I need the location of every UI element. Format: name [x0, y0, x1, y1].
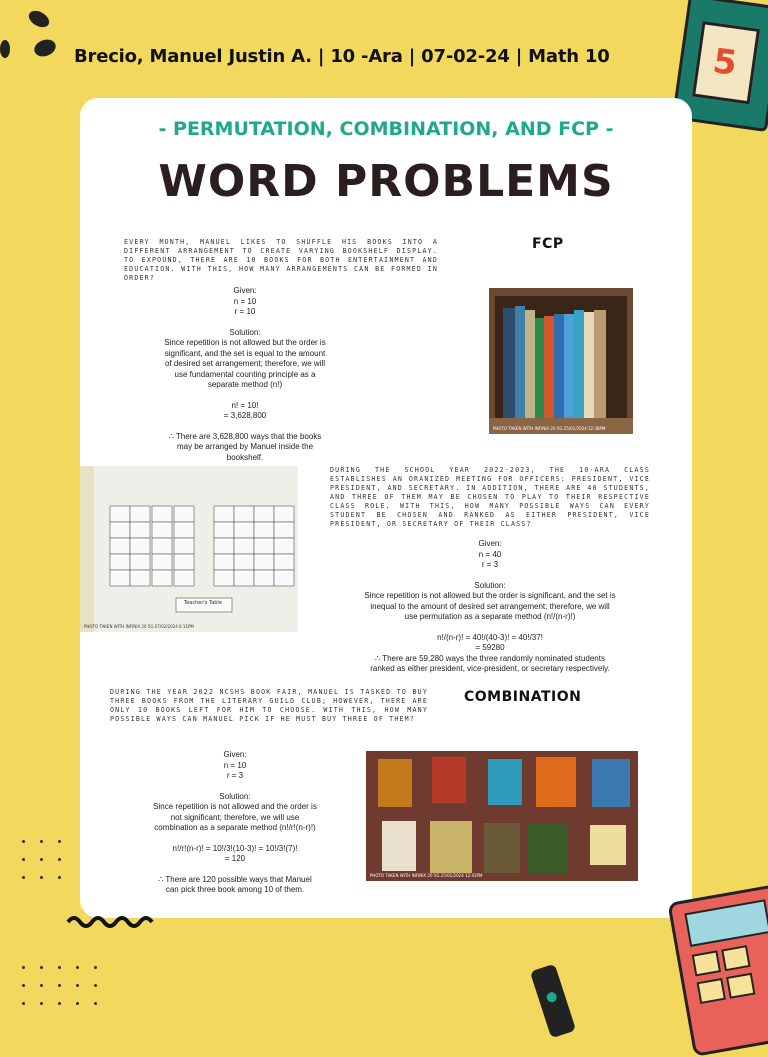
seating-chart-illustration: [80, 466, 298, 632]
given-r: r = 3: [481, 560, 499, 569]
solution-line: not significant; therefore, we will use: [170, 812, 300, 822]
photo-stamp: PHOTO TAKEN WITH INFINIX 20 5G 07/02/2024 6:11PM: [84, 624, 194, 629]
answer-line: bookshelf.: [226, 452, 264, 462]
bookshelf-illustration: [489, 288, 633, 434]
photo-stamp: PHOTO TAKEN WITH INFINIX 20 5G 25/01/2024 12:38PM: [493, 426, 606, 431]
solution-line: use fundamental counting principle as a: [174, 369, 316, 379]
decorative-blob: [0, 40, 10, 58]
work-line: n!/(n-r)! = 40!/(40-3)! = 40!/37!: [437, 632, 543, 642]
work-line: = 120: [224, 854, 246, 863]
decorative-blob: [32, 37, 58, 60]
answer-line: can pick three book among 10 of them.: [165, 885, 305, 894]
page-subtitle: - PERMUTATION, COMBINATION, AND FCP -: [158, 118, 614, 140]
given-label: Given:: [233, 286, 257, 295]
solution-line: Since repetition is not allowed but the order is significant, and the set is: [364, 591, 616, 600]
answer-line: ranked as either president, vice-president, or secretary respectively.: [370, 664, 610, 673]
given-r: r = 10: [234, 307, 256, 316]
card-number: 5: [710, 41, 740, 85]
page-title: WORD PROBLEMS: [158, 156, 614, 207]
answer-line: ∴ There are 59,280 ways the three randomly nominated students: [375, 653, 605, 663]
books-photo: [366, 751, 638, 881]
solution-line: combination as a separate method (n!/r!(n-r)!): [154, 823, 316, 832]
solution-line: inequal to the amount of desired set arrangement; therefore, we will: [370, 601, 610, 611]
squiggle-decoration: [66, 912, 162, 932]
solution-line: Since repetition is not allowed and the order is: [153, 802, 317, 811]
header-student-info: Brecio, Manuel Justin A. | 10 -Ara | 07-02-24 | Math 10: [74, 46, 610, 67]
answer-line: may be arranged by Manuel inside the: [176, 442, 314, 451]
given-n: n = 10: [223, 760, 247, 770]
permutation-solution: [340, 539, 640, 675]
work-line: = 3,628,800: [223, 411, 267, 420]
decorative-blob: [26, 7, 52, 30]
given-label: Given:: [223, 750, 247, 759]
solution-label: Solution:: [229, 327, 261, 337]
teachers-table-caption: Teacher's Table: [184, 600, 222, 606]
pen-illustration: [530, 964, 576, 1039]
given-label: Given:: [478, 539, 502, 548]
solution-line: Since repetition is not allowed but the order is: [164, 338, 326, 347]
seating-chart-photo: [80, 466, 298, 632]
bookshelf-photo: [489, 288, 633, 434]
content-card: [80, 98, 692, 918]
calculator-illustration: [667, 883, 768, 1057]
photo-stamp: PHOTO TAKEN WITH INFINIX 20 5G 25/01/2024 12:41PM: [370, 873, 483, 878]
given-n: n = 40: [478, 549, 502, 559]
work-line: n!/r!(n-r)! = 10!/3!(10-3)! = 10!/3!(7)!: [172, 843, 298, 853]
given-r: r = 3: [226, 771, 244, 780]
combination-problem: DURING THE YEAR 2022 NCSHS BOOK FAIR, MANUEL IS TASKED TO BUY THREE BOOKS FROM THE LITERARY GUILD CLUB; HOWEVER, THERE ARE ONLY 10 BOOKS LEFT FOR HIM TO CHOOSE. WITH THIS, HOW MANY POSSIBLE WAYS CAN MANUEL PICK IF HE MUST BUY THREE OF THEM?: [110, 688, 428, 723]
given-n: n = 10: [233, 296, 257, 306]
answer-line: ∴ There are 3,628,800 ways that the books: [168, 431, 322, 441]
work-line: n! = 10!: [231, 400, 259, 410]
solution-line: of desired set arrangement; therefore, we will: [164, 359, 326, 368]
answer-line: ∴ There are 120 possible ways that Manuel: [158, 874, 312, 884]
solution-line: separate method (n!): [207, 380, 283, 389]
solution-label: Solution:: [474, 580, 506, 590]
solution-line: significant, and the set is equal to the amount: [164, 348, 326, 358]
combination-label: COMBINATION: [464, 689, 582, 705]
books-illustration: [366, 751, 638, 881]
permutation-problem: DURING THE SCHOOL YEAR 2022-2023, THE 10-ARA CLASS ESTABLISHES AN ORANIZED MEETING FOR OFFICERS: PRESIDENT, VICE PRESIDENT, AND SECRETARY. IN ADDITION, THERE ARE 40 STUDENTS, AND THREE OF THEM MAY BE CHOSEN TO PLAY TO THEIR RESPECTIVE CLASS ROLE. WITH THIS, HOW MANY POSSIBLE WAYS CAN EVERY STUDENT BE CHOSEN AND RANKED AS EITHER PRESIDENT, VICE PRESIDENT, OR SECRETARY OF THEIR CLASS?: [330, 466, 650, 528]
combination-solution: [110, 750, 360, 896]
solution-label: Solution:: [219, 791, 251, 801]
fcp-label: FCP: [532, 236, 564, 252]
fcp-solution: [120, 286, 370, 463]
fcp-problem: EVERY MONTH, MANUEL LIKES TO SHUFFLE HIS BOOKS INTO A DIFFERENT ARRANGEMENT TO CREATE VARYING BOOKSHELF DISPLAY. TO EXPOUND, THERE ARE 10 BOOKS FOR BOTH ENTERTAINMENT AND EDUCATION. WITH THIS, HOW MANY ARRANGEMENTS CAN BE FORMED IN ORDER?: [124, 238, 438, 282]
work-line: = 59280: [475, 643, 505, 652]
solution-line: use permutation as a separate method (n!/(n-r)!): [404, 612, 576, 621]
